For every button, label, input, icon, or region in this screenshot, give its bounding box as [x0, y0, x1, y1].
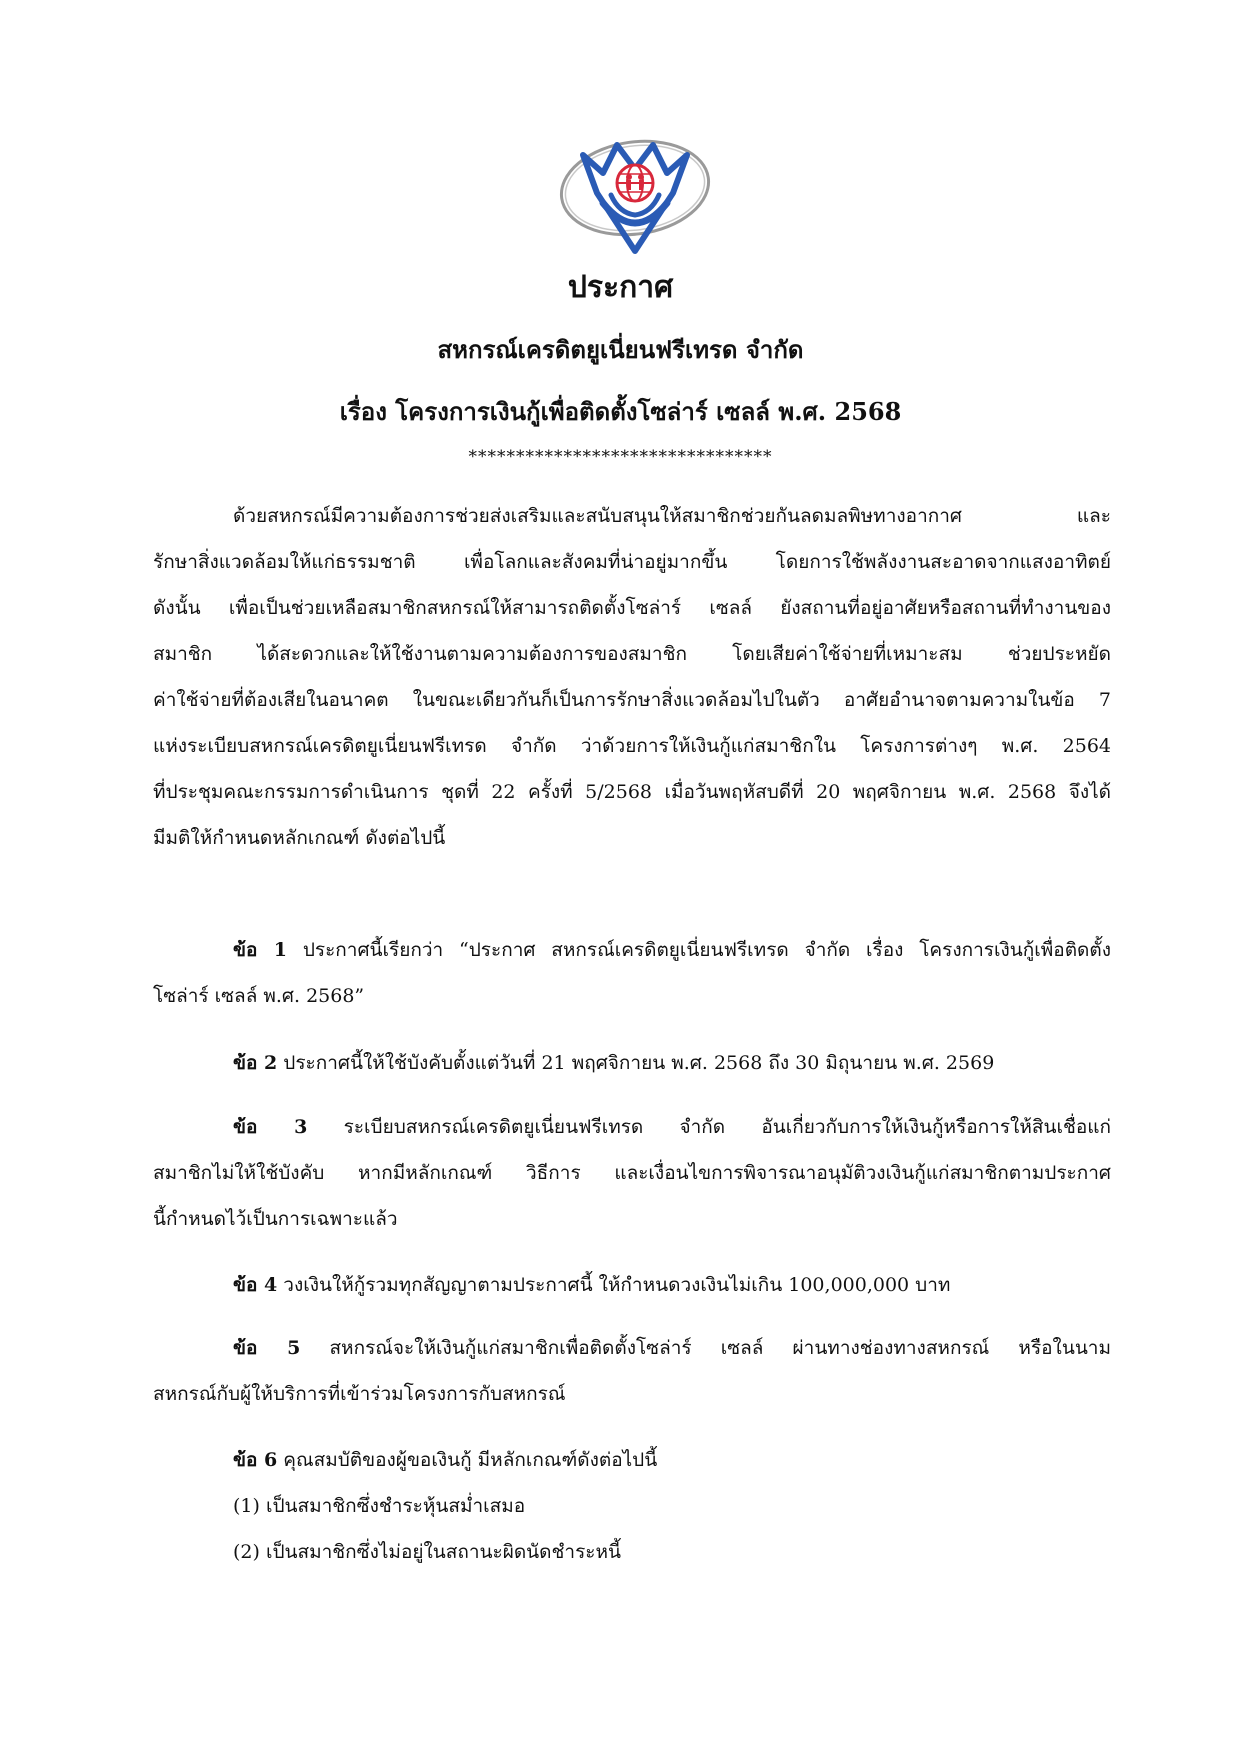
cooperative-logo-icon — [555, 133, 715, 273]
clause-number: ข้อ 6 — [233, 1449, 278, 1471]
clause-text: คุณสมบัติของผู้ขอเงินกู้ มีหลักเกณฑ์ดังต่อไปนี้ — [277, 1449, 658, 1471]
clause-line — [153, 927, 1111, 973]
intro-line: สมาชิก ได้สะดวกและให้ใช้งานตามความต้องการของสมาชิก โดยเสียค่าใช้จ่ายที่เหมาะสม ช่วยประหยัด — [153, 643, 1111, 665]
clause-line: สมาชิกไม่ให้ใช้บังคับ หากมีหลักเกณฑ์ วิธีการ และเงื่อนไขการพิจารณาอนุมัติวงเงินกู้แก่สมาชิกตามประกาศ — [153, 1162, 1111, 1184]
announcement-subject: เรื่อง โครงการเงินกู้เพื่อติดตั้งโซล่าร์ เซลล์ พ.ศ. 2568 — [339, 397, 902, 426]
clause-line — [153, 1437, 1111, 1483]
clause-number: ข้อ 2 — [233, 1052, 278, 1074]
clause-item: (1) เป็นสมาชิกซึ่งชำระหุ้นสม่ำเสมอ — [233, 1495, 526, 1517]
clause-line: นี้กำหนดไว้เป็นการเฉพาะแล้ว — [153, 1208, 398, 1230]
clause-line — [153, 1040, 1111, 1086]
separator-line: ******************************** — [468, 447, 773, 467]
intro-paragraph — [153, 493, 1111, 861]
clause-number: ข้อ 4 — [233, 1274, 278, 1296]
clause-1 — [153, 927, 1111, 1019]
clause-line: สหกรณ์กับผู้ให้บริการที่เข้าร่วมโครงการกับสหกรณ์ — [153, 1383, 566, 1405]
clause-line — [153, 1262, 1111, 1308]
clause-line — [153, 1325, 1111, 1371]
clause-text: วงเงินให้กู้รวมทุกสัญญาตามประกาศนี้ ให้กำหนดวงเงินไม่เกิน 100,000,000 บาท — [277, 1274, 951, 1296]
intro-line: มีมติให้กำหนดหลักเกณฑ์ ดังต่อไปนี้ — [153, 827, 446, 849]
intro-line: รักษาสิ่งแวดล้อมให้แก่ธรรมชาติ เพื่อโลกและสังคมที่น่าอยู่มากขึ้น โดยการใช้พลังงานสะอาดจากแสงอาทิตย์ — [153, 551, 1111, 573]
clause-text: ประกาศนี้เรียกว่า “ประกาศ สหกรณ์เครดิตยูเนี่ยนฟรีเทรด จำกัด เรื่อง โครงการเงินกู้เพื่อติดตั้ง — [287, 939, 1111, 961]
clause-6 — [153, 1437, 1111, 1575]
intro-line: ดังนั้น เพื่อเป็นช่วยเหลือสมาชิกสหกรณ์ให้สามารถติดตั้งโซล่าร์ เซลล์ ยังสถานที่อยู่อาศัยหรือสถานที่ทำงานของ — [153, 597, 1111, 619]
organization-name: สหกรณ์เครดิตยูเนี่ยนฟรีเทรด จำกัด — [437, 335, 804, 364]
clause-line: โซล่าร์ เซลล์ พ.ศ. 2568” — [153, 985, 365, 1007]
clause-item: (2) เป็นสมาชิกซึ่งไม่อยู่ในสถานะผิดนัดชำระหนี้ — [233, 1541, 621, 1563]
intro-line: ที่ประชุมคณะกรรมการดำเนินการ ชุดที่ 22 ครั้งที่ 5/2568 เมื่อวันพฤหัสบดีที่ 20 พฤศจิกายน พ.ศ. 2568 จึงได้ — [153, 781, 1111, 803]
intro-line: ด้วยสหกรณ์มีความต้องการช่วยส่งเสริมและสนับสนุนให้สมาชิกช่วยกันลดมลพิษทางอากาศ และ — [233, 505, 1111, 527]
clause-text: ระเบียบสหกรณ์เครดิตยูเนี่ยนฟรีเทรด จำกัด อันเกี่ยวกับการให้เงินกู้หรือการให้สินเชื่อแก่ — [307, 1116, 1111, 1138]
clause-number: ข้อ 3 — [233, 1116, 308, 1138]
clause-number: ข้อ 5 — [233, 1337, 301, 1359]
clause-text: สหกรณ์จะให้เงินกู้แก่สมาชิกเพื่อติดตั้งโซล่าร์ เซลล์ ผ่านทางช่องทางสหกรณ์ หรือในนาม — [300, 1337, 1111, 1359]
clause-4 — [153, 1262, 1111, 1308]
clause-2 — [153, 1040, 1111, 1086]
clause-text: ประกาศนี้ให้ใช้บังคับตั้งแต่วันที่ 21 พฤศจิกายน พ.ศ. 2568 ถึง 30 มิถุนายน พ.ศ. 2569 — [277, 1052, 995, 1074]
clause-3 — [153, 1104, 1111, 1242]
intro-line: ค่าใช้จ่ายที่ต้องเสียในอนาคต ในขณะเดียวกันก็เป็นการรักษาสิ่งแวดล้อมไปในตัว อาศัยอำนาจตามความในข้อ 7 — [153, 689, 1111, 711]
clause-5 — [153, 1325, 1111, 1417]
clause-line — [153, 1104, 1111, 1150]
announcement-title: ประกาศ — [567, 270, 674, 305]
clause-number: ข้อ 1 — [233, 939, 288, 961]
intro-line: แห่งระเบียบสหกรณ์เครดิตยูเนี่ยนฟรีเทรด จำกัด ว่าด้วยการให้เงินกู้แก่สมาชิกใน โครงการต่างๆ พ.ศ. 2564 — [153, 735, 1111, 757]
